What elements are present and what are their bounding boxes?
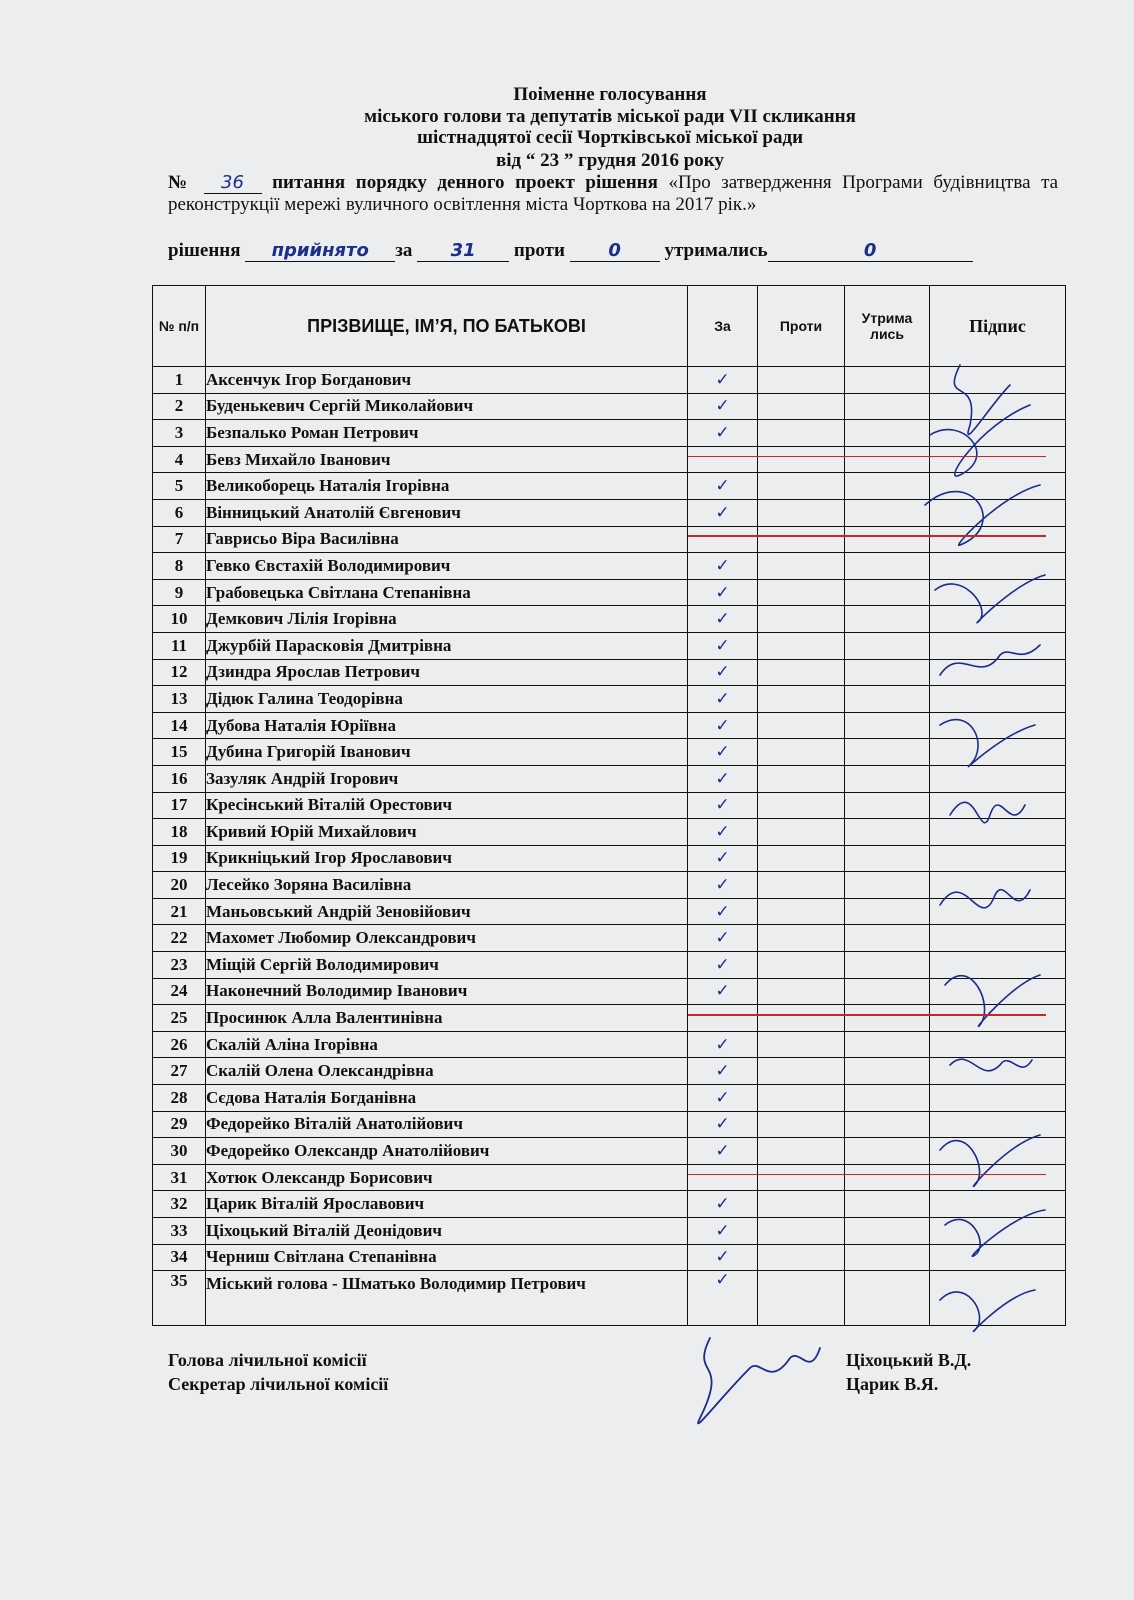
abstain-label: утримались: [664, 240, 768, 261]
deputy-name: Міський голова - Шматько Володимир Петрович: [206, 1271, 688, 1326]
vote-abstain-cell: [845, 526, 930, 553]
vote-for-cell: [688, 792, 758, 819]
vote-abstain-cell: [845, 1191, 930, 1218]
vote-abstain-cell: [845, 1111, 930, 1138]
absence-strike-line: [688, 456, 1046, 458]
vote-abstain-cell: [845, 978, 930, 1005]
row-number: 27: [153, 1058, 206, 1085]
vote-abstain-cell: [845, 1218, 930, 1245]
session-date: від “ 23 ” грудня 2016 року: [496, 150, 724, 171]
vote-for-cell: [688, 446, 758, 473]
vote-against-cell: [758, 898, 845, 925]
deputy-name: Кресінський Віталій Орестович: [206, 792, 688, 819]
deputy-name: Скалій Аліна Ігорівна: [206, 1031, 688, 1058]
row-number: 7: [153, 526, 206, 553]
vote-for-cell: [688, 1005, 758, 1032]
vote-for-cell: [688, 978, 758, 1005]
row-number: 35: [153, 1271, 206, 1326]
row-number: 25: [153, 1005, 206, 1032]
issue-number-value: 36: [204, 173, 262, 194]
checkmark-icon: ✓: [715, 875, 730, 896]
vote-abstain-cell: [845, 819, 930, 846]
vote-abstain-cell: [845, 499, 930, 526]
deputy-name: Безпалько Роман Петрович: [206, 420, 688, 447]
checkmark-icon: ✓: [715, 742, 730, 763]
vote-abstain-cell: [845, 765, 930, 792]
deputy-name: Федорейко Віталій Анатолійович: [206, 1111, 688, 1138]
checkmark-icon: ✓: [715, 1114, 730, 1135]
commission-names: [846, 1348, 971, 1396]
deputy-name: Махомет Любомир Олександрович: [206, 925, 688, 952]
secretary-name: Царик В.Я.: [846, 1374, 939, 1394]
row-number: 2: [153, 393, 206, 420]
row-number: 31: [153, 1164, 206, 1191]
vote-against-cell: [758, 473, 845, 500]
vote-abstain-cell: [845, 739, 930, 766]
vote-abstain-cell: [845, 473, 930, 500]
row-number: 4: [153, 446, 206, 473]
deputy-name: Міщій Сергій Володимирович: [206, 952, 688, 979]
vote-for-cell: [688, 712, 758, 739]
vote-for-cell: [688, 1164, 758, 1191]
decision-label: рішення: [168, 240, 241, 261]
checkmark-icon: ✓: [715, 795, 730, 816]
vote-for-cell: [688, 1138, 758, 1165]
issue-lead: питання порядку денного проект рішення: [272, 172, 658, 193]
decision-value: прийнято: [245, 241, 395, 262]
deputy-name: Дідюк Галина Теодорівна: [206, 686, 688, 713]
deputy-name: Джурбій Параскoвія Дмитрівна: [206, 632, 688, 659]
vote-for-cell: [688, 553, 758, 580]
deputy-name: Царик Віталій Ярославович: [206, 1191, 688, 1218]
vote-for-cell: [688, 632, 758, 659]
vote-abstain-cell: [845, 606, 930, 633]
header-against: Проти: [758, 286, 845, 367]
vote-for-cell: [688, 1111, 758, 1138]
absence-strike-line: [688, 1014, 1046, 1016]
vote-for-cell: [688, 1085, 758, 1112]
deputy-name: Сєдова Наталія Богданівна: [206, 1085, 688, 1112]
vote-abstain-cell: [845, 1164, 930, 1191]
checkmark-icon: ✓: [715, 582, 730, 603]
checkmark-icon: ✓: [715, 1141, 730, 1162]
vote-abstain-cell: [845, 1031, 930, 1058]
deputy-name: Демкович Лілія Ігорівна: [206, 606, 688, 633]
checkmark-icon: ✓: [715, 635, 730, 656]
vote-for-cell: [688, 686, 758, 713]
issue-text: «Про затвердження Програми будівництва та реконструкції мережі вуличного освітлення міста Чорткова на 2017 рік.»: [168, 172, 1059, 215]
checkmark-icon: ✓: [715, 422, 730, 443]
vote-against-cell: [758, 1058, 845, 1085]
vote-against-cell: [758, 579, 845, 606]
row-number: 14: [153, 712, 206, 739]
row-number: 26: [153, 1031, 206, 1058]
vote-against-cell: [758, 526, 845, 553]
row-number: 19: [153, 845, 206, 872]
vote-against-cell: [758, 686, 845, 713]
row-number: 34: [153, 1244, 206, 1271]
vote-for-cell: [688, 420, 758, 447]
checkmark-icon: ✓: [715, 715, 730, 736]
vote-against-cell: [758, 553, 845, 580]
row-number: 33: [153, 1218, 206, 1245]
row-number: 15: [153, 739, 206, 766]
row-number: 32: [153, 1191, 206, 1218]
checkmark-icon: ✓: [715, 476, 730, 497]
checkmark-icon: ✓: [715, 1270, 730, 1291]
row-number: 18: [153, 819, 206, 846]
deputy-name: Федорейко Олександр Анатолійович: [206, 1138, 688, 1165]
row-number: 13: [153, 686, 206, 713]
vote-against-cell: [758, 446, 845, 473]
absence-strike-line: [688, 535, 1046, 537]
row-number: 21: [153, 898, 206, 925]
vote-abstain-cell: [845, 792, 930, 819]
vote-for-cell: [688, 845, 758, 872]
vote-against-cell: [758, 739, 845, 766]
checkmark-icon: ✓: [715, 609, 730, 630]
checkmark-icon: ✓: [715, 1034, 730, 1055]
vote-for-cell: [688, 952, 758, 979]
vote-against-cell: [758, 1164, 845, 1191]
header-number: № п/п: [153, 286, 206, 367]
vote-for-cell: [688, 765, 758, 792]
row-number: 23: [153, 952, 206, 979]
vote-against-cell: [758, 925, 845, 952]
checkmark-icon: ✓: [715, 768, 730, 789]
vote-abstain-cell: [845, 553, 930, 580]
row-number: 16: [153, 765, 206, 792]
vote-for-cell: [688, 739, 758, 766]
vote-against-cell: [758, 765, 845, 792]
deputy-name: Просинюк Алла Валентинівна: [206, 1005, 688, 1032]
header-abstain: Утрима лись: [845, 286, 930, 367]
vote-against-cell: [758, 792, 845, 819]
vote-abstain-cell: [845, 925, 930, 952]
header-for: За: [688, 286, 758, 367]
vote-for-cell: [688, 898, 758, 925]
commission-signature: [680, 1318, 830, 1448]
vote-against-cell: [758, 606, 845, 633]
header-name: ПРІЗВИЩЕ, ІМ’Я, ПО БАТЬКОВІ: [206, 286, 688, 367]
vote-abstain-cell: [845, 420, 930, 447]
secretary-label: Секретар лічильної комісії: [168, 1374, 389, 1394]
vote-abstain-cell: [845, 659, 930, 686]
vote-for-cell: [688, 1058, 758, 1085]
against-label: проти: [513, 240, 565, 261]
checkmark-icon: ✓: [715, 954, 730, 975]
deputy-name: Аксенчук Ігор Богданович: [206, 367, 688, 394]
row-number: 30: [153, 1138, 206, 1165]
checkmark-icon: ✓: [715, 369, 730, 390]
checkmark-icon: ✓: [715, 502, 730, 523]
vote-abstain-cell: [845, 1058, 930, 1085]
abstain-count: 0: [768, 241, 973, 262]
deputy-name: Скалій Олена Олександрівна: [206, 1058, 688, 1085]
row-number: 6: [153, 499, 206, 526]
checkmark-icon: ✓: [715, 848, 730, 869]
header-signature: Підпис: [930, 286, 1066, 367]
against-count: 0: [570, 241, 660, 262]
row-number: 1: [153, 367, 206, 394]
checkmark-icon: ✓: [715, 981, 730, 1002]
decision-line: [168, 240, 1063, 262]
vote-abstain-cell: [845, 393, 930, 420]
vote-for-cell: [688, 579, 758, 606]
deputy-name: Буденькевич Сергій Миколайович: [206, 393, 688, 420]
vote-against-cell: [758, 978, 845, 1005]
deputy-name: Крикніцький Ігор Ярославович: [206, 845, 688, 872]
vote-for-cell: [688, 499, 758, 526]
vote-against-cell: [758, 1244, 845, 1271]
row-number: 3: [153, 420, 206, 447]
absence-strike-line: [688, 1174, 1046, 1176]
row-number: 11: [153, 632, 206, 659]
row-number: 10: [153, 606, 206, 633]
row-number: 28: [153, 1085, 206, 1112]
vote-against-cell: [758, 632, 845, 659]
vote-abstain-cell: [845, 952, 930, 979]
vote-against-cell: [758, 1085, 845, 1112]
checkmark-icon: ✓: [715, 688, 730, 709]
deputy-name: Кривий Юрій Михайлович: [206, 819, 688, 846]
row-number: 8: [153, 553, 206, 580]
vote-against-cell: [758, 819, 845, 846]
chair-name: Ціхоцький В.Д.: [846, 1350, 972, 1370]
deputy-name: Великоборець Наталія Ігорівна: [206, 473, 688, 500]
title-line-2: міського голови та депутатів міської ради VII скликання: [364, 106, 856, 127]
checkmark-icon: ✓: [715, 901, 730, 922]
issue-number-label: №: [168, 172, 193, 193]
checkmark-icon: ✓: [715, 928, 730, 949]
vote-against-cell: [758, 1191, 845, 1218]
deputy-name: Бевз Михайло Іванович: [206, 446, 688, 473]
checkmark-icon: ✓: [715, 396, 730, 417]
vote-abstain-cell: [845, 1271, 930, 1326]
for-count: 31: [417, 241, 509, 262]
vote-abstain-cell: [845, 446, 930, 473]
vote-for-cell: [688, 1218, 758, 1245]
checkmark-icon: ✓: [715, 1247, 730, 1268]
checkmark-icon: ✓: [715, 1061, 730, 1082]
vote-for-cell: [688, 819, 758, 846]
commission-labels: [168, 1348, 388, 1396]
checkmark-icon: ✓: [715, 1087, 730, 1108]
vote-abstain-cell: [845, 632, 930, 659]
vote-for-cell: [688, 473, 758, 500]
vote-for-cell: [688, 925, 758, 952]
vote-against-cell: [758, 659, 845, 686]
row-number: 24: [153, 978, 206, 1005]
deputy-name: Хотюк Олександр Борисович: [206, 1164, 688, 1191]
deputy-name: Наконечний Володимир Іванович: [206, 978, 688, 1005]
deputy-name: Ціхоцький Віталій Деонідович: [206, 1218, 688, 1245]
vote-against-cell: [758, 1218, 845, 1245]
deputy-name: Гевко Євстахій Володимирович: [206, 553, 688, 580]
deputy-name: Черниш Світлана Степанівна: [206, 1244, 688, 1271]
row-number: 12: [153, 659, 206, 686]
deputy-name: Дзиндра Ярослав Петрович: [206, 659, 688, 686]
checkmark-icon: ✓: [715, 1220, 730, 1241]
vote-abstain-cell: [845, 1138, 930, 1165]
signature-scribbles: [920, 345, 1060, 1355]
row-number: 17: [153, 792, 206, 819]
vote-for-cell: [688, 1031, 758, 1058]
checkmark-icon: ✓: [715, 662, 730, 683]
vote-against-cell: [758, 367, 845, 394]
checkmark-icon: ✓: [715, 821, 730, 842]
vote-for-cell: [688, 526, 758, 553]
vote-abstain-cell: [845, 898, 930, 925]
vote-against-cell: [758, 872, 845, 899]
vote-against-cell: [758, 845, 845, 872]
checkmark-icon: ✓: [715, 555, 730, 576]
vote-abstain-cell: [845, 1005, 930, 1032]
title-line-1: Поіменне голосування: [513, 84, 707, 105]
row-number: 29: [153, 1111, 206, 1138]
chair-label: Голова лічильної комісії: [168, 1350, 367, 1370]
checkmark-icon: ✓: [715, 1194, 730, 1215]
vote-against-cell: [758, 420, 845, 447]
deputy-name: Дубова Наталія Юріївна: [206, 712, 688, 739]
agenda-issue: [168, 172, 1058, 216]
deputy-name: Дубина Григорій Іванович: [206, 739, 688, 766]
deputy-name: Лесейко Зоряна Василівна: [206, 872, 688, 899]
vote-for-cell: [688, 367, 758, 394]
deputy-name: Гаврисьо Віра Василівна: [206, 526, 688, 553]
row-number: 20: [153, 872, 206, 899]
vote-against-cell: [758, 1111, 845, 1138]
row-number: 5: [153, 473, 206, 500]
vote-against-cell: [758, 393, 845, 420]
vote-for-cell: [688, 606, 758, 633]
vote-against-cell: [758, 1138, 845, 1165]
vote-for-cell: [688, 393, 758, 420]
deputy-name: Грабовецька Світлана Степанівна: [206, 579, 688, 606]
row-number: 9: [153, 579, 206, 606]
deputy-name: Зазуляк Андрій Ігорович: [206, 765, 688, 792]
vote-against-cell: [758, 499, 845, 526]
vote-for-cell: [688, 659, 758, 686]
vote-abstain-cell: [845, 845, 930, 872]
vote-against-cell: [758, 952, 845, 979]
vote-abstain-cell: [845, 579, 930, 606]
vote-for-cell: [688, 872, 758, 899]
vote-abstain-cell: [845, 686, 930, 713]
deputy-name: Вінницький Анатолій Євгенович: [206, 499, 688, 526]
for-label: за: [395, 240, 413, 261]
deputy-name: Маньовський Андрій Зеновійович: [206, 898, 688, 925]
vote-for-cell: [688, 1244, 758, 1271]
vote-abstain-cell: [845, 1085, 930, 1112]
row-number: 22: [153, 925, 206, 952]
vote-against-cell: [758, 1005, 845, 1032]
vote-against-cell: [758, 712, 845, 739]
vote-abstain-cell: [845, 872, 930, 899]
vote-against-cell: [758, 1031, 845, 1058]
vote-abstain-cell: [845, 712, 930, 739]
title-line-3: шістнадцятої сесії Чортківської міської ради: [416, 127, 804, 148]
vote-abstain-cell: [845, 1244, 930, 1271]
vote-for-cell: [688, 1191, 758, 1218]
vote-abstain-cell: [845, 367, 930, 394]
